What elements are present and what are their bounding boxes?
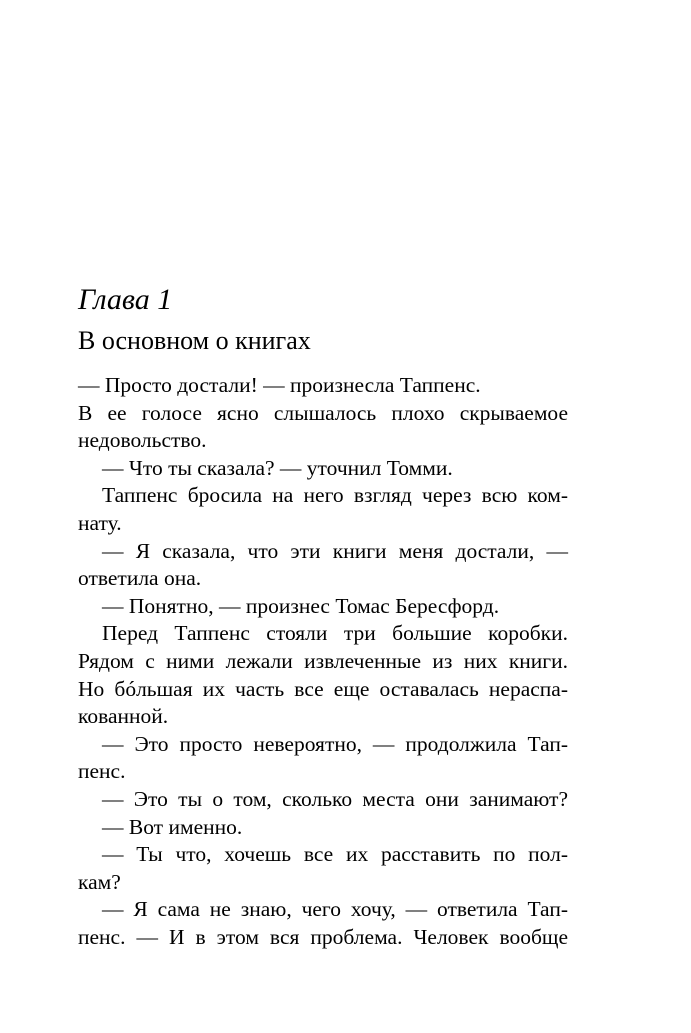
text-line: Таппенс бросила на него взгляд через всю ком- [102,483,568,508]
text-line: кованной. [78,704,169,729]
text-line: недовольство. [78,428,207,453]
text-line: — Я сама не знаю, чего хочу, — ответила Тап- [102,897,568,922]
chapter-title: В основном о книгах [78,326,311,355]
text-line: — Ты что, хочешь все их расставить по пол- [102,842,568,867]
text-line: — Вот именно. [102,814,243,839]
text-line: нату. [78,511,122,535]
text-line: пенс. [78,759,126,784]
text-line: Но бóльшая их часть все еще оставалась нераспа- [78,676,568,701]
text-line: — Это ты о том, сколько места они занимают? [102,787,568,811]
chapter-number: Глава 1 [78,283,173,316]
text-line: — Что ты сказала? — уточнил Томми. [102,455,453,480]
text-line: — Понятно, — произнес Томас Бересфорд. [102,593,500,618]
text-line: Рядом с ними лежали извлеченные из них книги. [78,649,568,673]
text-line: Перед Таппенс стояли три большие коробки. [102,621,568,646]
text-line: — Я сказала, что эти книги меня достали, — [102,538,568,563]
text-line: В ее голосе ясно слышалось плохо скрываемое [78,400,568,425]
text-line: кам? [78,869,121,894]
text-line: — Просто достали! — произнесла Таппенс. [78,373,481,397]
text-line: пенс. — И в этом вся проблема. Человек вообще [78,925,568,949]
text-line: — Это просто невероятно, — продолжила Тап- [102,731,568,756]
text-line: ответила она. [78,566,202,591]
